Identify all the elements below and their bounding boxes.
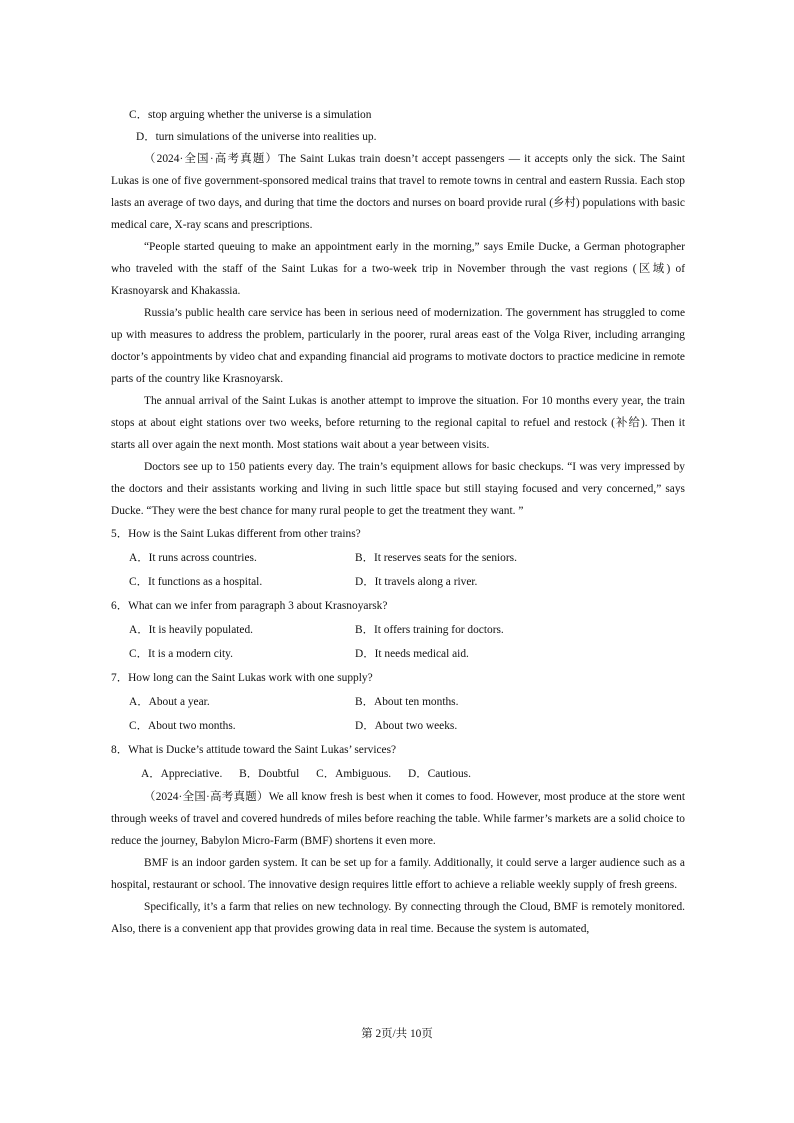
passage1-paragraph-2: “People started queuing to make an appointment early in the morning,” says Emile Ducke, a German photographer who traveled with the staff of the Saint Lukas for a two-week trip in November through the vast regions (区域) of Krasnoyarsk and Khakassia.: [111, 241, 685, 297]
option-d: D．It needs medical aid.: [355, 648, 469, 660]
option-b: B．Doubtful: [239, 768, 300, 780]
prev-option-d: D．turn simulations of the universe into realities up.: [136, 131, 377, 143]
option-a: A．It runs across countries.: [129, 552, 257, 564]
question-options: [111, 690, 685, 738]
option-c: C．About two months.: [129, 720, 236, 732]
question-options: [111, 618, 685, 666]
passage2-paragraph-3: Specifically, it’s a farm that relies on new technology. By connecting through the Cloud, BMF is remotely monitored. Also, there is a convenient app that provides growing data in real time. Because the system is automated,: [111, 901, 685, 935]
question-8: [111, 738, 685, 786]
question-6: [111, 594, 685, 666]
question-stem: 5．How is the Saint Lukas different from other trains?: [111, 528, 361, 540]
page-footer: 第 2页/共 10页: [361, 1028, 433, 1040]
question-7: [111, 666, 685, 738]
question-options: [111, 546, 685, 594]
option-b: B．It reserves seats for the seniors.: [355, 552, 517, 564]
option-b: B．It offers training for doctors.: [355, 624, 504, 636]
option-c: C．It functions as a hospital.: [129, 576, 263, 588]
option-c: C．It is a modern city.: [129, 648, 233, 660]
page-content: [111, 104, 685, 940]
passage1-paragraph-1: （2024·全国·高考真题）The Saint Lukas train doesn’t accept passengers — it accepts only the sick. The Saint Lukas is one of five government-sponsored medical trains that travel to remote towns in central and eastern Russia. Each stop lasts an average of two days, and during that time the doctors and nurses on board provide rural (乡村) populations with basic medical care, X-ray scans and prescriptions.: [111, 153, 685, 231]
question-stem: 6．What can we infer from paragraph 3 about Krasnoyarsk?: [111, 600, 388, 612]
question-5: [111, 522, 685, 594]
option-a: A．It is heavily populated.: [129, 624, 254, 636]
passage2-paragraph-2: BMF is an indoor garden system. It can be set up for a family. Additionally, it could serve a larger audience such as a hospital, restaurant or school. The innovative design requires little effort to achieve a reliable weekly supply of fresh greens.: [111, 857, 685, 891]
passage1-paragraph-3: Russia’s public health care service has been in serious need of modernization. The government has struggled to come up with measures to address the problem, particularly in the poorer, rural areas east of the Volga River, including arranging doctor’s appointments by video chat and expanding financial aid programs to motivate doctors to practice medicine in remote parts of the country like Krasnoyarsk.: [111, 307, 685, 385]
option-a: A．Appreciative.: [141, 768, 223, 780]
passage2-paragraph-1: （2024·全国·高考真题）We all know fresh is best when it comes to food. However, most produce at the store went through weeks of travel and covered hundreds of miles before reaching the table. While farmer’s markets are a solid choice to reduce the journey, Babylon Micro-Farm (BMF) shortens it even more.: [111, 791, 685, 847]
option-d: D．It travels along a river.: [355, 576, 478, 588]
passage1-paragraph-4: The annual arrival of the Saint Lukas is another attempt to improve the situation. For 10 months every year, the train stops at about eight stations over two weeks, before returning to the regional capital to refuel and restock (补给). Then it starts all over again the next month. Most stations wait about a year between visits.: [111, 395, 685, 451]
question-stem: 8．What is Ducke’s attitude toward the Saint Lukas’ services?: [111, 744, 397, 756]
question-options: [111, 762, 685, 786]
option-b: B．About ten months.: [355, 696, 459, 708]
prev-option-c: C．stop arguing whether the universe is a simulation: [129, 109, 372, 121]
option-d: D．Cautious.: [408, 768, 471, 780]
option-a: A．About a year.: [129, 696, 210, 708]
option-c: C．Ambiguous.: [316, 768, 392, 780]
option-d: D．About two weeks.: [355, 720, 458, 732]
question-stem: 7．How long can the Saint Lukas work with one supply?: [111, 672, 373, 684]
passage1-paragraph-5: Doctors see up to 150 patients every day. The train’s equipment allows for basic checkups. “I was very impressed by the doctors and their assistants working and living in such little space but still staying focused and very concerned,” says Ducke. “They were the best chance for many rural people to get the treatment they want. ”: [111, 461, 685, 517]
